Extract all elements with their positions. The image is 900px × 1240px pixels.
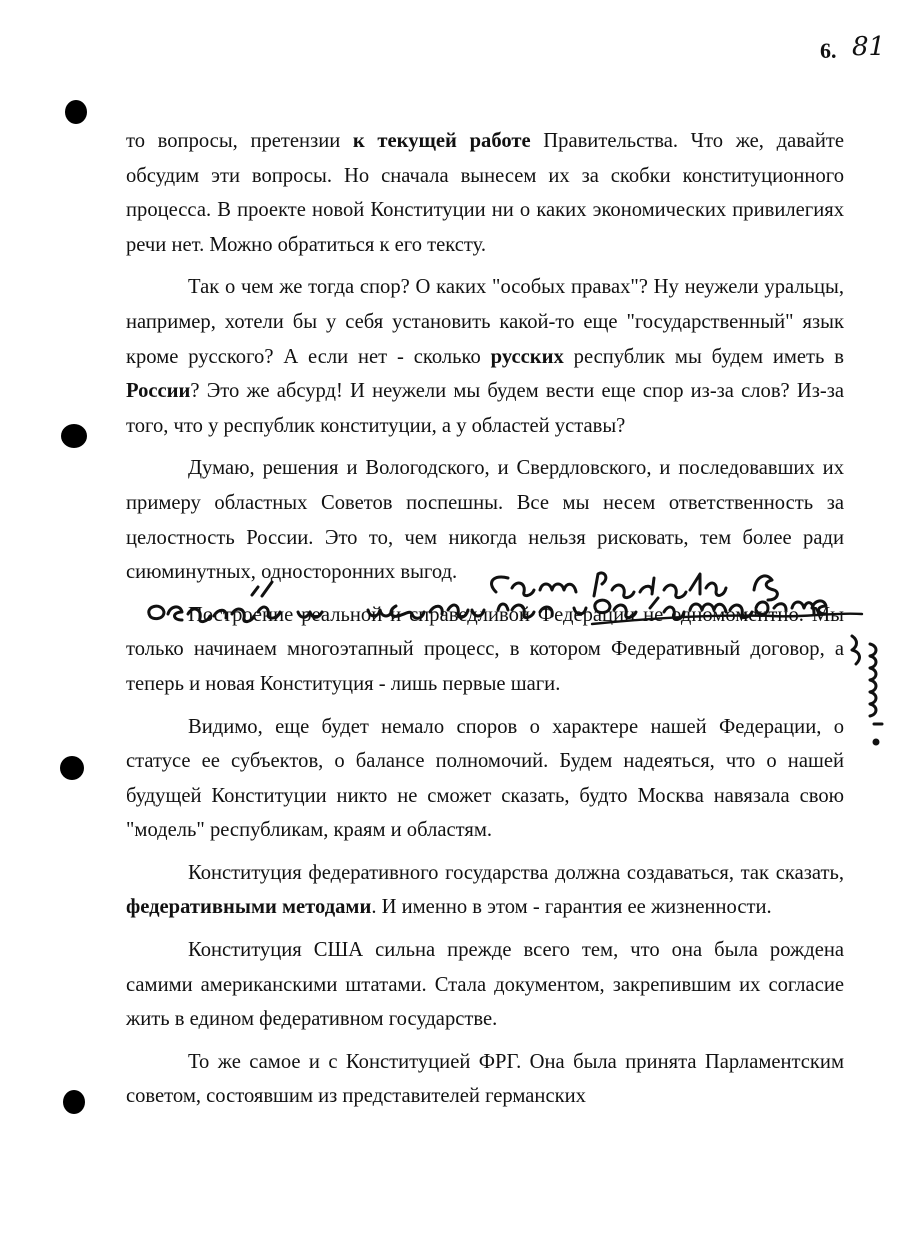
text-run: Конституция федеративного государства должна создаваться, так сказать,	[188, 861, 844, 884]
bold-text: русских	[490, 345, 564, 368]
text-run: то вопросы, претензии	[126, 130, 353, 152]
paragraph	[126, 1045, 844, 1114]
paragraph	[126, 124, 844, 262]
bold-text: федеративными методами	[126, 896, 372, 919]
text-run: Так о чем же тогда спор? О каких "особых правах"? Ну неужели уральцы, например, хотели бы у себя установить какой-то еще "государственный" язык кроме русского? А если нет - сколько	[126, 276, 844, 368]
binder-hole	[61, 424, 87, 448]
text-run: Думаю, решения и Вологодского, и Свердловского, и последовавших их примеру областных Советов поспешны. Все мы несем ответственность за целостность России. Это то, чем никогда нельзя рисковать, тем более ради сиюминутных, односторонних выгод.	[126, 457, 844, 584]
text-run: . И именно в этом - гарантия ее жизненности.	[371, 896, 772, 919]
paragraph	[126, 856, 844, 925]
bold-text: России	[126, 380, 191, 403]
page-number: 6.	[820, 38, 837, 63]
binder-hole	[60, 756, 84, 780]
paragraph	[126, 933, 844, 1037]
text-run: То же самое и с Конституцией ФРГ. Она была принята Парламентским советом, состоявшим из представителей германских	[126, 1050, 844, 1108]
text-run: Построение реальной и справедливой Федерации не одномоментно. Мы только начинаем многоэтапный процесс, в котором Федеративный договор, а теперь и новая Конституция - лишь первые шаги.	[126, 603, 844, 695]
text-run: республик мы будем иметь в	[563, 345, 844, 368]
paragraph	[126, 270, 844, 443]
paragraph	[126, 451, 844, 589]
text-run: ? Это же абсурд! И неужели мы будем вести еще спор из-за слов? Из-за того, что у республик конституции, а у областей уставы?	[126, 380, 844, 437]
handwritten-page-number: 81	[852, 32, 886, 62]
binder-hole	[63, 1090, 85, 1114]
document-body	[126, 124, 844, 1114]
text-run: Конституция США сильна прежде всего тем, что она была рождена самими американскими штатами. Стала документом, закрепившим их согласие жить в едином федеративном государстве.	[126, 939, 844, 1031]
bold-text: к текущей работе	[352, 130, 531, 152]
paragraph	[126, 598, 844, 702]
paragraph	[126, 710, 844, 848]
text-run: Видимо, еще будет немало споров о характере нашей Федерации, о статусе ее субъектов, о балансе полномочий. Будем надеяться, что о нашей будущей Конституции никто не сможет сказать, будто Москва навязала свою "модель" республикам, краям и областям.	[126, 715, 844, 842]
binder-hole	[65, 100, 87, 124]
text-run: Правительства. Что же, давайте обсудим эти вопросы. Но сначала вынесем их за скобки конституционного процесса. В проекте новой Конституции ни о каких экономических привилегиях речи нет. Можно обратиться к его тексту.	[126, 130, 844, 256]
